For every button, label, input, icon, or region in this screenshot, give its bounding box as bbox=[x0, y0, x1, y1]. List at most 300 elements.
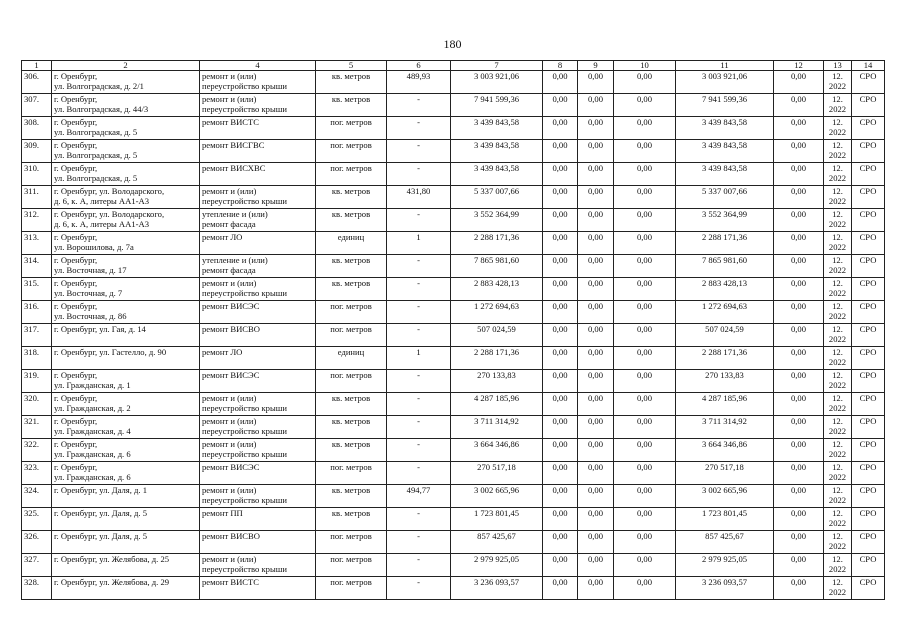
term-cell-line: 12. bbox=[832, 508, 843, 518]
work-type-cell-line: ремонт и (или) bbox=[202, 186, 257, 196]
column-number-row bbox=[22, 61, 885, 71]
term-cell-line: 2022 bbox=[828, 288, 847, 298]
row-number: 325. bbox=[22, 508, 52, 531]
work-type-cell bbox=[200, 255, 316, 278]
unit-cell: кв. метров bbox=[316, 186, 387, 209]
work-type-cell bbox=[200, 416, 316, 439]
repair-register-table bbox=[21, 60, 885, 600]
quantity-cell: 431,80 bbox=[387, 186, 451, 209]
term-cell-line: 2022 bbox=[828, 334, 847, 344]
fund-source-cell: СРО bbox=[852, 209, 885, 232]
unit-cell: кв. метров bbox=[316, 508, 387, 531]
fund-12-cell: 0,00 bbox=[774, 462, 824, 485]
row-number: 316. bbox=[22, 301, 52, 324]
address-cell bbox=[52, 186, 200, 209]
fund-10-cell: 0,00 bbox=[614, 232, 676, 255]
fund-12-cell: 0,00 bbox=[774, 531, 824, 554]
term-cell bbox=[824, 209, 852, 232]
work-type-cell bbox=[200, 278, 316, 301]
fund-11-cell: 2 288 171,36 bbox=[676, 232, 774, 255]
term-cell-line: 12. bbox=[832, 186, 843, 196]
term-cell-line: 12. bbox=[832, 439, 843, 449]
work-type-cell-line: ремонт ВИСВО bbox=[202, 324, 260, 334]
term-cell-line: 2022 bbox=[828, 311, 847, 321]
total-cost-cell: 270 517,18 bbox=[451, 462, 543, 485]
term-cell bbox=[824, 255, 852, 278]
row-number: 318. bbox=[22, 347, 52, 370]
address-cell-line: г. Оренбург, bbox=[54, 278, 98, 288]
term-cell bbox=[824, 278, 852, 301]
unit-cell: пог. метров bbox=[316, 117, 387, 140]
column-header: 9 bbox=[578, 61, 614, 71]
total-cost-cell: 2 979 925,05 bbox=[451, 554, 543, 577]
term-cell bbox=[824, 554, 852, 577]
fund-9-cell: 0,00 bbox=[578, 163, 614, 186]
fund-8-cell: 0,00 bbox=[543, 163, 578, 186]
work-type-cell-line: ремонт и (или) bbox=[202, 393, 257, 403]
total-cost-cell: 3 002 665,96 bbox=[451, 485, 543, 508]
quantity-cell: - bbox=[387, 94, 451, 117]
column-header: 6 bbox=[387, 61, 451, 71]
work-type-cell-line: ремонт ВИСТС bbox=[202, 117, 260, 127]
quantity-cell: - bbox=[387, 163, 451, 186]
unit-cell: пог. метров bbox=[316, 554, 387, 577]
address-cell-line: д. 6, к. А, литеры АА1-А3 bbox=[54, 219, 149, 229]
table-row bbox=[22, 462, 885, 485]
row-number: 309. bbox=[22, 140, 52, 163]
fund-10-cell: 0,00 bbox=[614, 324, 676, 347]
term-cell bbox=[824, 117, 852, 140]
row-number: 308. bbox=[22, 117, 52, 140]
fund-9-cell: 0,00 bbox=[578, 393, 614, 416]
row-number: 326. bbox=[22, 531, 52, 554]
term-cell-line: 12. bbox=[832, 94, 843, 104]
fund-source-cell: СРО bbox=[852, 393, 885, 416]
work-type-cell bbox=[200, 347, 316, 370]
address-cell-line: г. Оренбург, ул. Гая, д. 14 bbox=[54, 324, 146, 334]
table-row bbox=[22, 140, 885, 163]
fund-11-cell: 3 711 314,92 bbox=[676, 416, 774, 439]
term-cell-line: 2022 bbox=[828, 104, 847, 114]
fund-11-cell: 7 865 981,60 bbox=[676, 255, 774, 278]
address-cell-line: г. Оренбург, bbox=[54, 393, 98, 403]
term-cell-line: 2022 bbox=[828, 472, 847, 482]
term-cell bbox=[824, 485, 852, 508]
table-row bbox=[22, 209, 885, 232]
work-type-cell bbox=[200, 94, 316, 117]
work-type-cell bbox=[200, 163, 316, 186]
row-number: 313. bbox=[22, 232, 52, 255]
table-row bbox=[22, 71, 885, 94]
row-number: 314. bbox=[22, 255, 52, 278]
total-cost-cell: 3 439 843,58 bbox=[451, 117, 543, 140]
term-cell-line: 12. bbox=[832, 140, 843, 150]
column-header: 12 bbox=[774, 61, 824, 71]
address-cell bbox=[52, 324, 200, 347]
fund-11-cell: 270 517,18 bbox=[676, 462, 774, 485]
term-cell bbox=[824, 416, 852, 439]
fund-9-cell: 0,00 bbox=[578, 255, 614, 278]
fund-10-cell: 0,00 bbox=[614, 508, 676, 531]
unit-cell: пог. метров bbox=[316, 577, 387, 600]
address-cell bbox=[52, 209, 200, 232]
table-row bbox=[22, 347, 885, 370]
term-cell-line: 12. bbox=[832, 209, 843, 219]
term-cell-line: 12. bbox=[832, 416, 843, 426]
term-cell-line: 12. bbox=[832, 117, 843, 127]
fund-9-cell: 0,00 bbox=[578, 140, 614, 163]
fund-source-cell: СРО bbox=[852, 94, 885, 117]
fund-11-cell: 5 337 007,66 bbox=[676, 186, 774, 209]
row-number: 307. bbox=[22, 94, 52, 117]
table-row bbox=[22, 301, 885, 324]
table-row bbox=[22, 439, 885, 462]
column-header: 7 bbox=[451, 61, 543, 71]
fund-12-cell: 0,00 bbox=[774, 209, 824, 232]
fund-9-cell: 0,00 bbox=[578, 416, 614, 439]
fund-9-cell: 0,00 bbox=[578, 186, 614, 209]
total-cost-cell: 3 664 346,86 bbox=[451, 439, 543, 462]
table-row bbox=[22, 163, 885, 186]
fund-11-cell: 3 003 921,06 bbox=[676, 71, 774, 94]
row-number: 310. bbox=[22, 163, 52, 186]
fund-source-cell: СРО bbox=[852, 232, 885, 255]
table-row bbox=[22, 393, 885, 416]
fund-9-cell: 0,00 bbox=[578, 278, 614, 301]
work-type-cell-line: ремонт и (или) bbox=[202, 439, 257, 449]
row-number: 322. bbox=[22, 439, 52, 462]
table-row bbox=[22, 508, 885, 531]
fund-10-cell: 0,00 bbox=[614, 462, 676, 485]
term-cell-line: 2022 bbox=[828, 426, 847, 436]
work-type-cell-line: переустройство крыши bbox=[202, 564, 287, 574]
table-row bbox=[22, 324, 885, 347]
fund-9-cell: 0,00 bbox=[578, 462, 614, 485]
column-header: 4 bbox=[200, 61, 316, 71]
work-type-cell-line: ремонт ВИСЭС bbox=[202, 370, 260, 380]
address-cell-line: г. Оренбург, bbox=[54, 232, 98, 242]
row-number: 312. bbox=[22, 209, 52, 232]
column-header: 5 bbox=[316, 61, 387, 71]
total-cost-cell: 1 723 801,45 bbox=[451, 508, 543, 531]
quantity-cell: - bbox=[387, 462, 451, 485]
fund-8-cell: 0,00 bbox=[543, 140, 578, 163]
table-row bbox=[22, 577, 885, 600]
fund-11-cell: 2 883 428,13 bbox=[676, 278, 774, 301]
total-cost-cell: 2 288 171,36 bbox=[451, 347, 543, 370]
fund-8-cell: 0,00 bbox=[543, 324, 578, 347]
work-type-cell-line: ремонт ВИСВО bbox=[202, 531, 260, 541]
total-cost-cell: 4 287 185,96 bbox=[451, 393, 543, 416]
fund-10-cell: 0,00 bbox=[614, 278, 676, 301]
row-number: 306. bbox=[22, 71, 52, 94]
address-cell-line: г. Оренбург, ул. Гастелло, д. 90 bbox=[54, 347, 167, 357]
quantity-cell: - bbox=[387, 416, 451, 439]
row-number: 319. bbox=[22, 370, 52, 393]
fund-12-cell: 0,00 bbox=[774, 508, 824, 531]
work-type-cell bbox=[200, 209, 316, 232]
row-number: 323. bbox=[22, 462, 52, 485]
work-type-cell-line: переустройство крыши bbox=[202, 196, 287, 206]
row-number: 327. bbox=[22, 554, 52, 577]
row-number: 315. bbox=[22, 278, 52, 301]
address-cell-line: г. Оренбург, bbox=[54, 163, 98, 173]
fund-source-cell: СРО bbox=[852, 347, 885, 370]
term-cell-line: 2022 bbox=[828, 518, 847, 528]
work-type-cell bbox=[200, 393, 316, 416]
fund-8-cell: 0,00 bbox=[543, 232, 578, 255]
fund-8-cell: 0,00 bbox=[543, 531, 578, 554]
quantity-cell: - bbox=[387, 508, 451, 531]
quantity-cell: - bbox=[387, 301, 451, 324]
column-header: 13 bbox=[824, 61, 852, 71]
fund-8-cell: 0,00 bbox=[543, 370, 578, 393]
fund-8-cell: 0,00 bbox=[543, 94, 578, 117]
fund-10-cell: 0,00 bbox=[614, 370, 676, 393]
work-type-cell bbox=[200, 508, 316, 531]
term-cell-line: 12. bbox=[832, 462, 843, 472]
address-cell-line: ул. Гражданская, д. 6 bbox=[54, 472, 131, 482]
quantity-cell: - bbox=[387, 140, 451, 163]
work-type-cell bbox=[200, 186, 316, 209]
term-cell-line: 2022 bbox=[828, 127, 847, 137]
work-type-cell-line: переустройство крыши bbox=[202, 288, 287, 298]
address-cell bbox=[52, 554, 200, 577]
address-cell-line: г. Оренбург, ул. Даля, д. 1 bbox=[54, 485, 148, 495]
term-cell-line: 12. bbox=[832, 485, 843, 495]
quantity-cell: - bbox=[387, 255, 451, 278]
address-cell bbox=[52, 163, 200, 186]
address-cell bbox=[52, 232, 200, 255]
term-cell bbox=[824, 439, 852, 462]
address-cell bbox=[52, 301, 200, 324]
address-cell-line: ул. Восточная, д. 86 bbox=[54, 311, 127, 321]
work-type-cell bbox=[200, 439, 316, 462]
term-cell-line: 2022 bbox=[828, 196, 847, 206]
term-cell-line: 12. bbox=[832, 255, 843, 265]
table-row bbox=[22, 232, 885, 255]
total-cost-cell: 3 003 921,06 bbox=[451, 71, 543, 94]
quantity-cell: - bbox=[387, 439, 451, 462]
work-type-cell bbox=[200, 140, 316, 163]
fund-source-cell: СРО bbox=[852, 416, 885, 439]
term-cell-line: 2022 bbox=[828, 219, 847, 229]
page-number: 180 bbox=[443, 37, 462, 51]
address-cell-line: г. Оренбург, ул. Желябова, д. 29 bbox=[54, 577, 170, 587]
address-cell-line: г. Оренбург, ул. Даля, д. 5 bbox=[54, 531, 148, 541]
address-cell-line: г. Оренбург, bbox=[54, 71, 98, 81]
total-cost-cell: 2 883 428,13 bbox=[451, 278, 543, 301]
fund-source-cell: СРО bbox=[852, 508, 885, 531]
fund-11-cell: 7 941 599,36 bbox=[676, 94, 774, 117]
address-cell-line: ул. Восточная, д. 17 bbox=[54, 265, 127, 275]
fund-9-cell: 0,00 bbox=[578, 209, 614, 232]
term-cell-line: 12. bbox=[832, 324, 843, 334]
work-type-cell-line: ремонт ПП bbox=[202, 508, 243, 518]
quantity-cell: - bbox=[387, 370, 451, 393]
column-header: 14 bbox=[852, 61, 885, 71]
fund-source-cell: СРО bbox=[852, 485, 885, 508]
term-cell bbox=[824, 71, 852, 94]
table-row bbox=[22, 117, 885, 140]
unit-cell: пог. метров bbox=[316, 140, 387, 163]
quantity-cell: - bbox=[387, 577, 451, 600]
address-cell-line: г. Оренбург, bbox=[54, 301, 98, 311]
work-type-cell bbox=[200, 554, 316, 577]
column-header: 1 bbox=[22, 61, 52, 71]
work-type-cell-line: ремонт ВИСГВС bbox=[202, 140, 265, 150]
term-cell bbox=[824, 347, 852, 370]
address-cell-line: ул. Ворошилова, д. 7а bbox=[54, 242, 134, 252]
fund-8-cell: 0,00 bbox=[543, 301, 578, 324]
table-row bbox=[22, 94, 885, 117]
fund-source-cell: СРО bbox=[852, 531, 885, 554]
fund-9-cell: 0,00 bbox=[578, 531, 614, 554]
row-number: 328. bbox=[22, 577, 52, 600]
term-cell bbox=[824, 94, 852, 117]
work-type-cell-line: ремонт и (или) bbox=[202, 94, 257, 104]
table-row bbox=[22, 416, 885, 439]
address-cell bbox=[52, 94, 200, 117]
unit-cell: кв. метров bbox=[316, 393, 387, 416]
fund-8-cell: 0,00 bbox=[543, 416, 578, 439]
quantity-cell: - bbox=[387, 393, 451, 416]
work-type-cell-line: ремонт ВИСЭС bbox=[202, 301, 260, 311]
fund-11-cell: 270 133,83 bbox=[676, 370, 774, 393]
address-cell-line: ул. Гражданская, д. 1 bbox=[54, 380, 131, 390]
term-cell bbox=[824, 301, 852, 324]
fund-source-cell: СРО bbox=[852, 71, 885, 94]
address-cell-line: ул. Волгоградская, д. 5 bbox=[54, 127, 138, 137]
term-cell-line: 12. bbox=[832, 554, 843, 564]
table-row bbox=[22, 531, 885, 554]
fund-11-cell: 1 723 801,45 bbox=[676, 508, 774, 531]
address-cell-line: г. Оренбург, bbox=[54, 140, 98, 150]
work-type-cell bbox=[200, 462, 316, 485]
unit-cell: единиц bbox=[316, 347, 387, 370]
fund-8-cell: 0,00 bbox=[543, 508, 578, 531]
unit-cell: кв. метров bbox=[316, 278, 387, 301]
total-cost-cell: 2 288 171,36 bbox=[451, 232, 543, 255]
total-cost-cell: 3 236 093,57 bbox=[451, 577, 543, 600]
work-type-cell-line: переустройство крыши bbox=[202, 449, 287, 459]
term-cell-line: 2022 bbox=[828, 541, 847, 551]
quantity-cell: 494,77 bbox=[387, 485, 451, 508]
address-cell-line: г. Оренбург, bbox=[54, 416, 98, 426]
term-cell-line: 12. bbox=[832, 531, 843, 541]
unit-cell: единиц bbox=[316, 232, 387, 255]
address-cell-line: г. Оренбург, ул. Даля, д. 5 bbox=[54, 508, 148, 518]
work-type-cell bbox=[200, 232, 316, 255]
work-type-cell bbox=[200, 117, 316, 140]
fund-12-cell: 0,00 bbox=[774, 278, 824, 301]
address-cell-line: г. Оренбург, bbox=[54, 255, 98, 265]
term-cell-line: 12. bbox=[832, 278, 843, 288]
term-cell bbox=[824, 577, 852, 600]
fund-11-cell: 3 439 843,58 bbox=[676, 140, 774, 163]
fund-11-cell: 3 664 346,86 bbox=[676, 439, 774, 462]
work-type-cell-line: ремонт фасада bbox=[202, 265, 256, 275]
unit-cell: кв. метров bbox=[316, 94, 387, 117]
fund-10-cell: 0,00 bbox=[614, 163, 676, 186]
fund-8-cell: 0,00 bbox=[543, 439, 578, 462]
work-type-cell bbox=[200, 301, 316, 324]
quantity-cell: - bbox=[387, 209, 451, 232]
fund-12-cell: 0,00 bbox=[774, 439, 824, 462]
term-cell-line: 12. bbox=[832, 393, 843, 403]
term-cell-line: 12. bbox=[832, 577, 843, 587]
fund-12-cell: 0,00 bbox=[774, 554, 824, 577]
work-type-cell-line: ремонт ВИСЭС bbox=[202, 462, 260, 472]
term-cell-line: 12. bbox=[832, 71, 843, 81]
fund-10-cell: 0,00 bbox=[614, 554, 676, 577]
table-row bbox=[22, 554, 885, 577]
work-type-cell-line: переустройство крыши bbox=[202, 403, 287, 413]
row-number: 321. bbox=[22, 416, 52, 439]
work-type-cell bbox=[200, 71, 316, 94]
fund-source-cell: СРО bbox=[852, 301, 885, 324]
unit-cell: пог. метров bbox=[316, 324, 387, 347]
work-type-cell bbox=[200, 531, 316, 554]
term-cell-line: 2022 bbox=[828, 150, 847, 160]
work-type-cell-line: ремонт ЛО bbox=[202, 232, 243, 242]
fund-9-cell: 0,00 bbox=[578, 301, 614, 324]
term-cell-line: 2022 bbox=[828, 242, 847, 252]
address-cell-line: д. 6, к. А, литеры АА1-А3 bbox=[54, 196, 149, 206]
work-type-cell bbox=[200, 324, 316, 347]
fund-8-cell: 0,00 bbox=[543, 71, 578, 94]
quantity-cell: - bbox=[387, 554, 451, 577]
table-row bbox=[22, 255, 885, 278]
fund-11-cell: 3 439 843,58 bbox=[676, 163, 774, 186]
column-header: 8 bbox=[543, 61, 578, 71]
quantity-cell: 489,93 bbox=[387, 71, 451, 94]
fund-source-cell: СРО bbox=[852, 370, 885, 393]
fund-10-cell: 0,00 bbox=[614, 531, 676, 554]
term-cell bbox=[824, 163, 852, 186]
fund-10-cell: 0,00 bbox=[614, 485, 676, 508]
fund-9-cell: 0,00 bbox=[578, 117, 614, 140]
fund-8-cell: 0,00 bbox=[543, 255, 578, 278]
column-header: 2 bbox=[52, 61, 200, 71]
fund-12-cell: 0,00 bbox=[774, 577, 824, 600]
fund-12-cell: 0,00 bbox=[774, 301, 824, 324]
table-body bbox=[22, 71, 885, 600]
fund-12-cell: 0,00 bbox=[774, 186, 824, 209]
term-cell bbox=[824, 393, 852, 416]
quantity-cell: - bbox=[387, 278, 451, 301]
unit-cell: кв. метров bbox=[316, 255, 387, 278]
fund-12-cell: 0,00 bbox=[774, 485, 824, 508]
work-type-cell-line: ремонт ВИСХВС bbox=[202, 163, 266, 173]
fund-8-cell: 0,00 bbox=[543, 278, 578, 301]
table-row bbox=[22, 278, 885, 301]
work-type-cell-line: переустройство крыши bbox=[202, 81, 287, 91]
term-cell-line: 2022 bbox=[828, 403, 847, 413]
total-cost-cell: 3 552 364,99 bbox=[451, 209, 543, 232]
fund-10-cell: 0,00 bbox=[614, 301, 676, 324]
fund-11-cell: 3 439 843,58 bbox=[676, 117, 774, 140]
row-number: 320. bbox=[22, 393, 52, 416]
fund-8-cell: 0,00 bbox=[543, 577, 578, 600]
address-cell-line: ул. Гражданская, д. 4 bbox=[54, 426, 131, 436]
address-cell bbox=[52, 370, 200, 393]
row-number: 311. bbox=[22, 186, 52, 209]
fund-9-cell: 0,00 bbox=[578, 94, 614, 117]
quantity-cell: - bbox=[387, 324, 451, 347]
address-cell bbox=[52, 462, 200, 485]
fund-9-cell: 0,00 bbox=[578, 347, 614, 370]
